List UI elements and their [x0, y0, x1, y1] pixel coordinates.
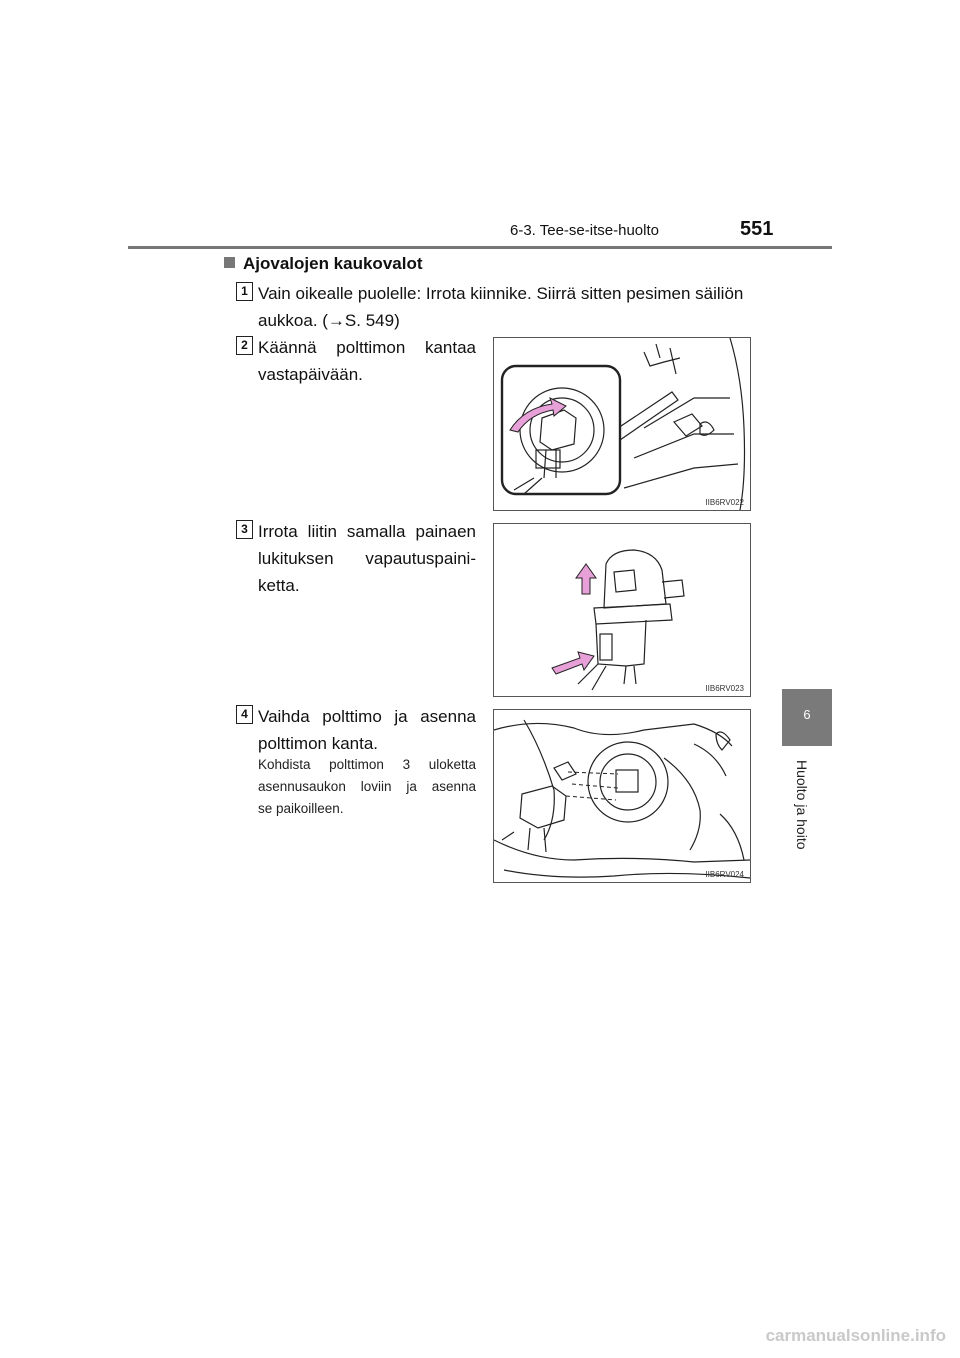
- header-rule: [128, 246, 832, 249]
- step-3-line-3: ketta.: [258, 576, 300, 595]
- heading-text: Ajovalojen kaukovalot: [243, 254, 423, 273]
- step-1-line-1: Vain oikealle puolelle: Irrota kiinnike. Siirrä sitten pesimen säiliön: [258, 284, 744, 303]
- step-4-note-line-3: se paikoilleen.: [258, 801, 344, 816]
- step-3-line-1: Irrota liitin samalla painaen: [258, 522, 476, 541]
- step-4-line-1: Vaihda polttimo ja asenna: [258, 707, 476, 726]
- figure-code: IIB6RV022: [705, 498, 744, 507]
- step-4-note-line-1: Kohdista polttimon 3 uloketta: [258, 757, 476, 772]
- figure-code: IIB6RV023: [705, 684, 744, 693]
- page-number: 551: [740, 218, 774, 240]
- step-4-text: [258, 703, 476, 757]
- bulb-install-illustration: [494, 710, 750, 882]
- square-bullet-icon: [224, 257, 235, 268]
- chapter-tab: [782, 689, 832, 746]
- step-number-2: 2: [236, 336, 253, 355]
- watermark: carmanualsonline.info: [765, 1326, 946, 1345]
- step-number-4: 4: [236, 705, 253, 724]
- step-2-line-1: Käännä polttimon kantaa: [258, 338, 476, 357]
- step-4-note: [258, 754, 476, 820]
- figure-connector-release: [493, 523, 751, 697]
- step-4-note-line-2: asennusaukon loviin ja asenna: [258, 779, 476, 794]
- step-3-text: [258, 518, 476, 599]
- figure-bulb-install: [493, 709, 751, 883]
- figure-code: IIB6RV024: [705, 870, 744, 879]
- connector-release-illustration: [494, 524, 750, 696]
- figure-bulb-socket-rotate: [493, 337, 751, 511]
- section-title: 6-3. Tee-se-itse-huolto: [510, 222, 659, 239]
- bulb-socket-rotate-illustration: [494, 338, 750, 510]
- step-number-1: 1: [236, 282, 253, 301]
- step-4-line-2: polttimon kanta.: [258, 734, 379, 753]
- chapter-label: Huolto ja hoito: [794, 760, 810, 850]
- step-1-text: [258, 280, 748, 334]
- section-heading: [224, 254, 423, 274]
- chapter-number: 6: [803, 707, 811, 722]
- step-1-line-2: aukkoa. (→S. 549): [258, 311, 400, 330]
- step-3-line-2: lukituksen vapautuspaini-: [258, 549, 476, 568]
- step-2-text: [258, 334, 476, 388]
- step-2-line-2: vastapäivään.: [258, 365, 363, 384]
- step-number-3: 3: [236, 520, 253, 539]
